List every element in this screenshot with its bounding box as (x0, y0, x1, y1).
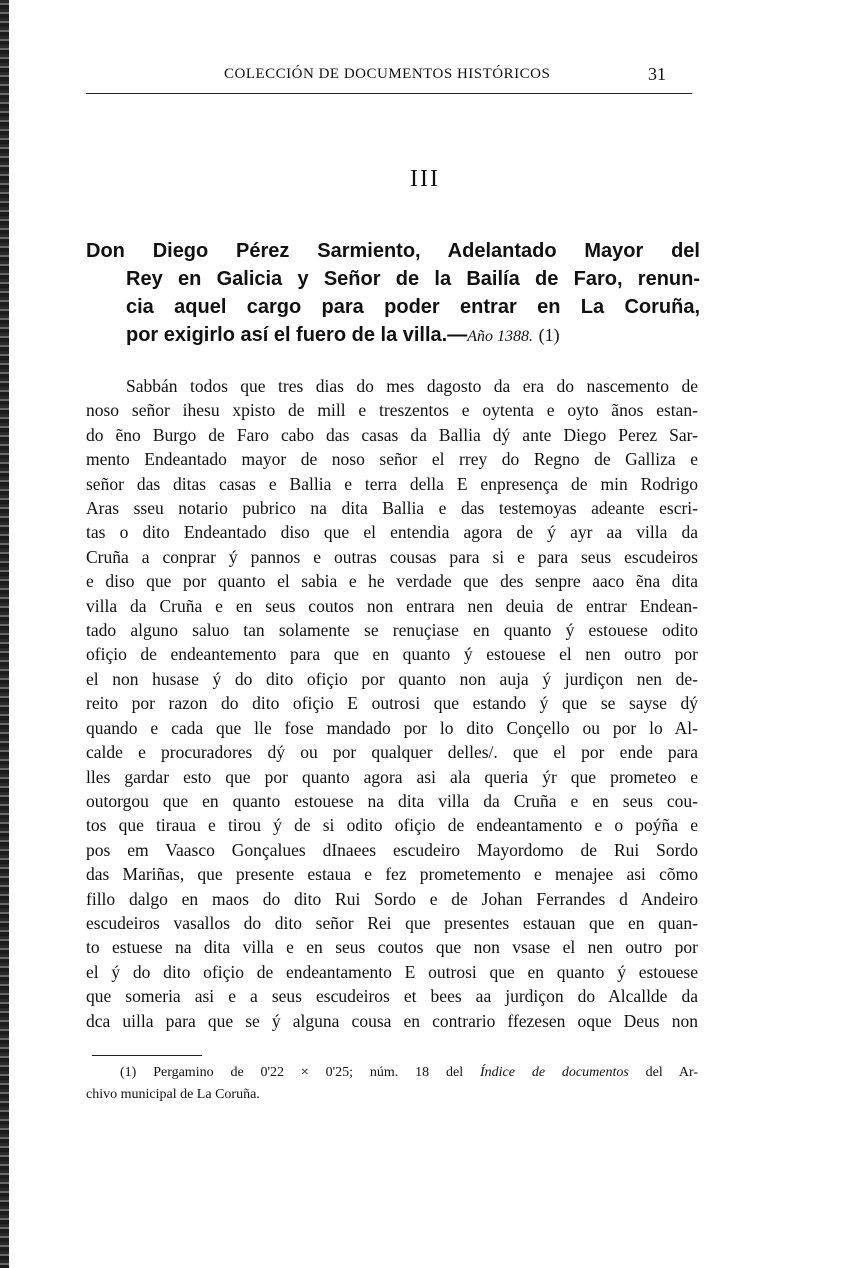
page-number: 31 (648, 64, 666, 84)
title-line: Don Diego Pérez Sarmiento, Adelantado Mayor del (86, 240, 700, 262)
title-line: por exigirlo así el fuero de la villa.— (126, 324, 468, 346)
body-line: señor das ditas casas e Ballia e terra della E enpresença de min Rodrigo (86, 473, 698, 494)
body-line: outorgou que en quanto estouese na dita villa da Cruña e en seus cou- (86, 790, 698, 811)
footnote-reference: (1) (538, 325, 560, 345)
document-title (86, 237, 700, 351)
footnote-rule (92, 1055, 202, 1056)
footnote-continuation: chivo municipal de La Coruña. (86, 1087, 260, 1102)
body-line: lles gardar esto que por quanto agora asi ala queria ýr que prometeo e (86, 766, 698, 787)
body-line: das Mariñas, que presente estaua e fez prometemento e menajee asi cõmo (86, 864, 698, 885)
body-line: que someria asi e a seus escudeiros et bees aa jurdiçon do Alcallde da (86, 986, 698, 1007)
footnote-text: Pergamino de 0'22 × 0'25; núm. 18 del (153, 1065, 464, 1080)
body-line: reito por razon do dito ofiçio E outrosi que estando ý que se sayse dý (86, 693, 698, 714)
footnote (86, 1062, 698, 1106)
body-line: pos em Vaasco Gonçalues dInaees escudeiro Mayordomo de Rui Sordo (86, 839, 698, 860)
body-line: escudeiros vasallos do dito señor Rei que presentes estauan que en quan- (86, 912, 698, 933)
body-line: mento Endeantado mayor de noso señor el rrey do Regno de Galliza e (86, 449, 698, 470)
body-line: tas o dito Endeantado diso que el entendia agora de ý ayr aa villa da (86, 522, 698, 543)
document-transcription (86, 374, 698, 1033)
body-line: fillo dalgo en maos do dito Rui Sordo e de Johan Ferrandes d Andeiro (86, 888, 698, 909)
document-number: III (410, 166, 440, 192)
body-line: tado alguno saluo tan solamente se renuçiase en quanto ý estouese odito (86, 620, 698, 641)
body-line: tos que tiraua e tirou ý de si odito ofiçio de endeantamento e o poýña e (86, 815, 698, 836)
body-line: ofiçio de endeantemento para que en quanto ý estouese el nen outro por (86, 644, 698, 665)
body-line: to estuese na dita villa e en seus coutos que non vsase el nen outro por (86, 937, 698, 958)
document-date: Año 1388. (467, 328, 534, 345)
body-line: Sabbán todos que tres dias do mes dagosto da era do nascemento de (126, 376, 698, 396)
footnote-marker: (1) (120, 1065, 137, 1080)
title-line: cia aquel cargo para poder entrar en La Coruña, (126, 296, 700, 318)
body-line: Cruña a conprar ý pannos e outras cousas para si e para seus escudeiros (86, 546, 698, 567)
body-line: calde e procuradores dý ou por qualquer delles/. que el por ende para (86, 742, 698, 763)
footnote-line (86, 1062, 698, 1084)
footnote-source-title: Índice de documentos (480, 1065, 629, 1080)
body-line: quando e cada que lle fose mandado por lo dito Conçello ou por lo Al- (86, 717, 698, 738)
body-line: noso señor ihesu xpisto de mill e treszentos e oytenta e oyto ãnos estan- (86, 400, 698, 421)
body-line: e diso que por quanto el sabia e he verdade que des senpre aaco ẽna dita (86, 571, 698, 592)
body-line: Aras sseu notario pubrico na dita Ballia e das testemoyas adeante escri- (86, 498, 698, 519)
body-line: dca uilla para que se ý alguna cousa en contrario ffezesen oque Deus non (86, 1010, 698, 1031)
body-line: el non husase ý do dito ofiçio por quanto non auja ý jurdiçon nen de- (86, 668, 698, 689)
title-line: Rey en Galicia y Señor de la Bailía de Faro, renun- (126, 268, 700, 290)
body-line: villa da Cruña e en seus coutos non entrara nen deuia de entrar Endean- (86, 595, 698, 616)
body-line: do ẽno Burgo de Faro cabo das casas da Ballia dý ante Diego Perez Sar- (86, 424, 698, 445)
running-title: COLECCIÓN DE DOCUMENTOS HISTÓRICOS (224, 66, 551, 82)
title-line-last (86, 321, 700, 351)
body-line: el ý do dito ofiçio de endeantamento E outrosi que en quanto ý estouese (86, 961, 698, 982)
header-rule (86, 93, 692, 94)
footnote-text-after: del Ar- (645, 1065, 698, 1080)
